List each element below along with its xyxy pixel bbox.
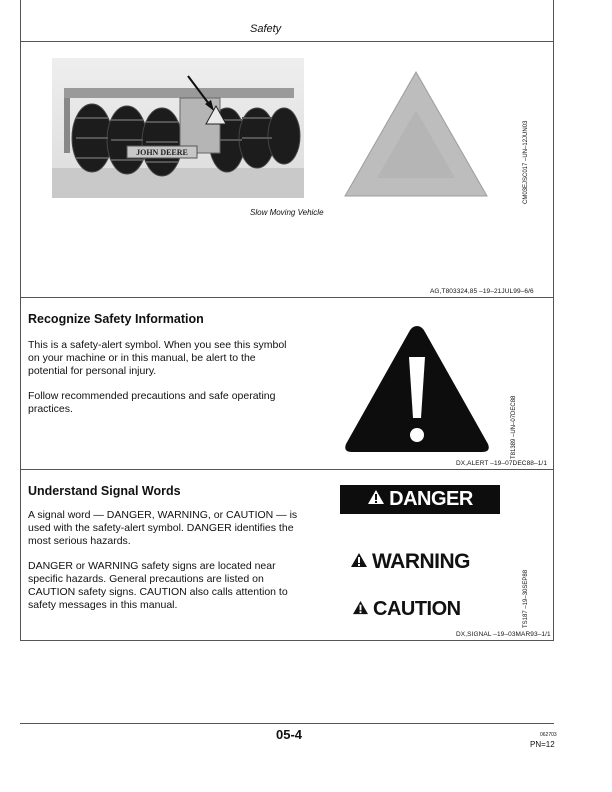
smv-emblem-icon	[343, 70, 489, 200]
section2-top-rule	[20, 297, 554, 298]
section2-left-rule	[20, 297, 21, 469]
section3-title: Understand Signal Words	[28, 484, 181, 498]
caution-label: CAUTION	[373, 598, 461, 620]
section3-ref: DX,SIGNAL –19–03MAR93–1/1	[456, 631, 551, 638]
section1-left-rule	[20, 41, 21, 297]
danger-sign	[340, 485, 500, 514]
safety-alert-symbol-icon	[342, 322, 492, 457]
smv-caption: Slow Moving Vehicle	[250, 208, 324, 217]
smv-machine-photo	[52, 58, 304, 198]
section2-body	[28, 339, 288, 428]
section3-paragraph-1: A signal word — DANGER, WARNING, or CAUTION — is used with the safety-alert symbol. DANGER identifies the most serious hazards.	[28, 509, 298, 547]
section1-ref: AG,T803324,85 –19–21JUL99–6/6	[430, 288, 534, 295]
alert-image-code: T81389 –UN–07DEC88	[511, 395, 517, 459]
footer-pn: PN=12	[530, 740, 555, 749]
footer-rule	[20, 723, 554, 724]
footer-code: 062703	[540, 732, 557, 738]
footer-page-number: 05-4	[276, 727, 303, 742]
warning-alert-icon	[350, 550, 368, 574]
machine-brand-text: JOHN DEERE	[136, 148, 188, 157]
section3-body	[28, 509, 300, 624]
warning-sign	[350, 550, 470, 574]
section3-paragraph-2: DANGER or WARNING safety signs are located near specific hazards. General precautions are listed on CAUTION safety signs. CAUTION also calls attention to safety messages in this manual.	[28, 560, 288, 611]
caution-sign	[352, 598, 461, 621]
danger-label: DANGER	[389, 488, 473, 510]
section2-paragraph-1: This is a safety-alert symbol. When you see this symbol on your machine or in this manual, be alert to the potential for personal injury.	[28, 339, 287, 377]
section1-right-rule	[553, 41, 554, 297]
section3-top-rule	[20, 469, 554, 470]
section3-right-rule	[553, 469, 554, 640]
header-right-rule	[553, 0, 554, 41]
section2-right-rule	[553, 297, 554, 469]
signal-image-code: TS187 –19–30SEP88	[523, 569, 529, 628]
caution-alert-icon	[352, 598, 369, 621]
warning-label: WARNING	[372, 550, 470, 573]
section2-paragraph-2: Follow recommended precautions and safe operating practices.	[28, 390, 276, 415]
section3-left-rule	[20, 469, 21, 640]
smv-image-code: CM03EJSC017 –UN–12JUN03	[523, 120, 529, 204]
header-left-rule	[20, 0, 21, 41]
page-header-title: Safety	[250, 23, 282, 35]
danger-alert-icon	[367, 488, 385, 511]
section2-title: Recognize Safety Information	[28, 312, 204, 326]
section3-bottom-rule	[20, 640, 554, 641]
section1-top-rule	[20, 41, 554, 42]
section2-ref: DX,ALERT –19–07DEC88–1/1	[456, 460, 548, 467]
